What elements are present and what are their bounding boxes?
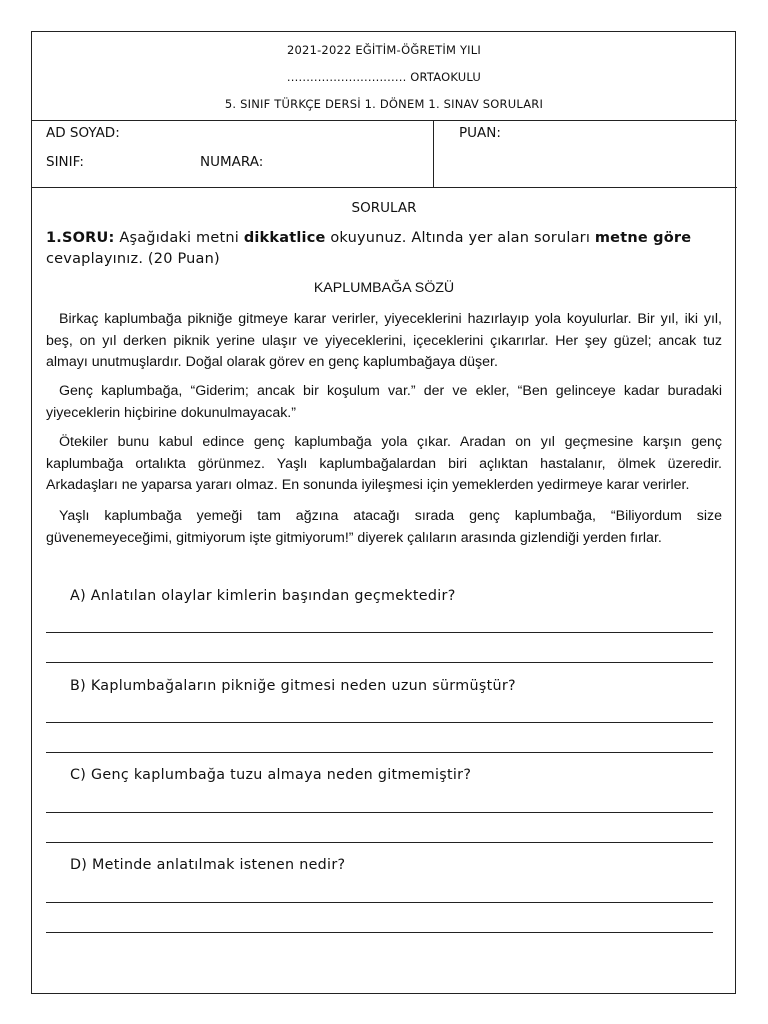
question-number: 1.SORU: [46, 230, 115, 246]
instruction-text: Aşağıdaki metni [114, 230, 244, 246]
story-paragraph: Ötekiler bunu kabul edince genç kaplumbağa yola çıkar. Aradan on yıl geçmesine karşın genç kaplumbağa ortalıkta görünmez. Yaşlı kaplumbağalardan biri açlıktan hastalanır, ölmek üzeredir. Arkadaşları ne yaparsa yararı olmaz. En sonunda iyileşmesi için yemeklerden yedirmeye karar verirler. [46, 434, 722, 493]
story-title: KAPLUMBAĞA SÖZÜ [313, 280, 455, 296]
divider [433, 120, 434, 187]
divider [31, 187, 737, 188]
emphasis: dikkatlice [243, 230, 326, 246]
story-paragraph: Birkaç kaplumbağa pikniğe gitmeye karar verirler, yiyeceklerini hazırlayıp yola koyulurlar. Bir yıl, iki yıl, beş, on yıl derken piknik yerine ulaşır ve yiyeceklerini, içeceklerini çıkarırlar. Her şey güzel; ancak tuz almayı unutmuşlardır. Doğal olarak görev en genç kaplumbağaya düşer. [46, 311, 722, 370]
divider [31, 120, 737, 121]
question-a: A) Anlatılan olaylar kimlerin başından geçmektedir? [70, 588, 456, 604]
answer-line[interactable] [46, 902, 713, 903]
answer-line[interactable] [46, 752, 713, 753]
instruction-text: cevaplayınız. (20 Puan) [46, 251, 220, 267]
class-label: SINIF: [46, 154, 84, 170]
story-paragraph: Genç kaplumbağa, “Giderim; ancak bir koşulum var.” der ve ekler, “Ben gelinceye kadar buradaki yiyeceklerin hiçbirine dokunulmayacak.” [46, 383, 722, 421]
number-label: NUMARA: [200, 154, 264, 170]
answer-line[interactable] [46, 842, 713, 843]
story-paragraph: Yaşlı kaplumbağa yemeği tam ağzına atacağı sırada genç kaplumbağa, “Biliyordum size güvenemeyeceğimi, gitmiyorum işte gitmiyorum!” diyerek çalıların arasında gizlendiği yerden fırlar. [46, 508, 722, 546]
question-d: D) Metinde anlatılmak istenen nedir? [70, 857, 346, 873]
exam-title: 5. SINIF TÜRKÇE DERSİ 1. DÖNEM 1. SINAV SORULARI [224, 97, 544, 111]
answer-line[interactable] [46, 812, 713, 813]
answer-line[interactable] [46, 932, 713, 933]
score-label: PUAN: [459, 125, 501, 141]
question-c: C) Genç kaplumbağa tuzu almaya neden gitmemiştir? [70, 767, 472, 783]
question-1-instruction [46, 228, 726, 270]
answer-line[interactable] [46, 632, 713, 633]
name-label: AD SOYAD: [46, 125, 120, 141]
answer-line[interactable] [46, 662, 713, 663]
question-b: B) Kaplumbağaların pikniğe gitmesi neden uzun sürmüştür? [70, 678, 516, 694]
instruction-text: okuyunuz. Altında yer alan soruları [325, 230, 595, 246]
school-name: ............................... ORTAOKULU [286, 70, 482, 84]
school-year: 2021-2022 EĞİTİM-ÖĞRETİM YILI [287, 43, 481, 57]
section-title: SORULAR [351, 200, 417, 216]
answer-line[interactable] [46, 722, 713, 723]
emphasis: metne göre [594, 230, 692, 246]
